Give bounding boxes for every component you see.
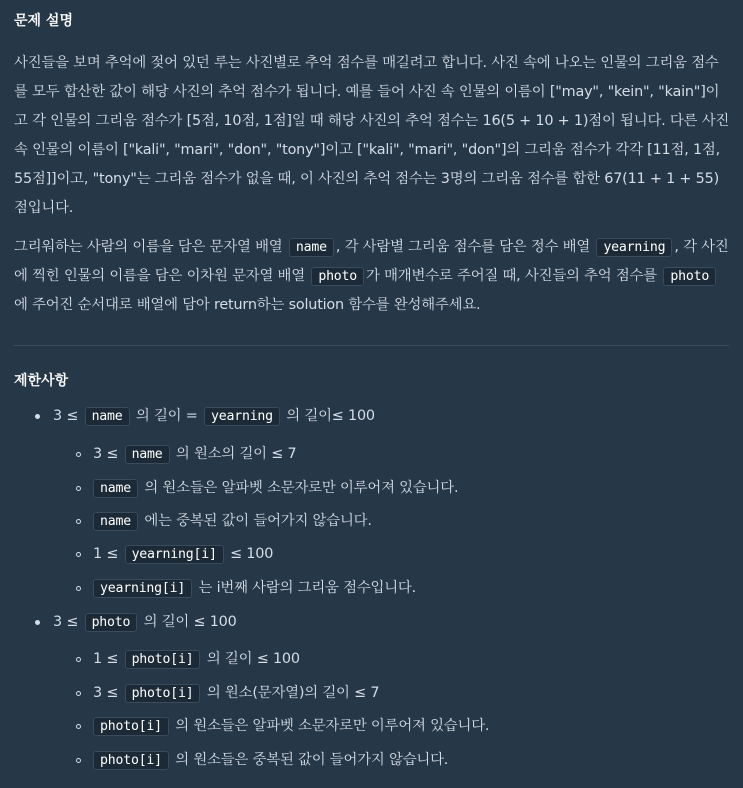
constraint-subitem bbox=[93, 682, 379, 705]
text: 1 ≤ bbox=[93, 651, 123, 667]
text: , 각 사진에 찍힌 인물의 이름을 담은 이차원 문자열 배열 bbox=[14, 239, 729, 284]
text: , 각 사람별 그리움 점수를 담은 정수 배열 bbox=[335, 239, 595, 255]
text: 1 ≤ bbox=[93, 546, 123, 562]
text: 3 ≤ bbox=[53, 614, 83, 630]
circle-bullet-icon bbox=[76, 552, 81, 557]
text: 그리워하는 사람의 이름을 담은 문자열 배열 bbox=[14, 239, 287, 255]
code-photo: photo bbox=[663, 267, 716, 286]
constraint-subitem bbox=[93, 648, 300, 671]
text: 의 원소(문자열)의 길이 ≤ 7 bbox=[202, 685, 380, 701]
text: 3 ≤ bbox=[93, 446, 123, 462]
problem-paragraph-2 bbox=[14, 233, 730, 320]
text: 의 길이≤ 100 bbox=[281, 408, 375, 424]
text: 에는 중복된 값이 들어가지 않습니다. bbox=[139, 513, 372, 529]
circle-bullet-icon bbox=[76, 724, 81, 729]
circle-bullet-icon bbox=[76, 486, 81, 491]
text: 3 ≤ bbox=[93, 685, 123, 701]
constraint-subitem bbox=[93, 477, 458, 500]
code-yearning: yearning bbox=[596, 238, 672, 257]
constraint-subitem bbox=[93, 715, 489, 738]
code-name: name bbox=[93, 479, 138, 498]
constraint-item bbox=[53, 611, 237, 634]
code-photo: photo bbox=[85, 613, 138, 632]
constraint-subitem bbox=[93, 749, 448, 772]
code-photo-i: photo[i] bbox=[125, 650, 201, 669]
text: 의 원소들은 중복된 값이 들어가지 않습니다. bbox=[170, 752, 449, 768]
code-photo-i: photo[i] bbox=[93, 717, 169, 736]
constraint-subitem bbox=[93, 443, 296, 466]
problem-title: 문제 설명 bbox=[14, 13, 73, 29]
circle-bullet-icon bbox=[76, 691, 81, 696]
constraints-title: 제한사항 bbox=[14, 373, 69, 389]
text: 가 매개변수로 주어질 때, 사진들의 추억 점수를 bbox=[366, 268, 662, 284]
text: 의 길이 = bbox=[131, 408, 202, 424]
text: 의 길이 ≤ 100 bbox=[202, 651, 300, 667]
constraint-subitem bbox=[93, 510, 372, 533]
code-photo-i: photo[i] bbox=[93, 751, 169, 770]
problem-paragraph-1: 사진들을 보며 추억에 젖어 있던 루는 사진별로 추억 점수를 매길려고 합니다. 사진 속에 나오는 인물의 그리움 점수를 모두 합산한 값이 해당 사진의 추억 점수가 됩니다. 예를 들어 사진 속 인물의 이름이 ["may", "kein", "kain"]이고 각 인물의 그리움 점수가 [5점, 10점, 1점]일 때 해당 사진의 추억 점수는 16(5 + 10 + 1)점이 됩니다. 다른 사진 속 인물의 이름이 ["kali", "mari", "don", "tony"]이고 ["kali", "mari", "don"]의 그리움 점수가 각각 [11점, 1점, 55점]]이고, "tony"는 그리움 점수가 없을 때, 이 사진의 추억 점수는 3명의 그리움 점수를 합한 67(11 + 1 + 55)점입니다. bbox=[14, 55, 730, 216]
circle-bullet-icon bbox=[76, 758, 81, 763]
text: 의 원소들은 알파벳 소문자로만 이루어져 있습니다. bbox=[170, 718, 490, 734]
bullet-icon bbox=[35, 414, 40, 419]
circle-bullet-icon bbox=[76, 452, 81, 457]
text: 에 주어진 순서대로 배열에 담아 return하는 solution 함수를 완성해주세요. bbox=[14, 297, 481, 313]
code-name: name bbox=[85, 407, 130, 426]
code-photo-i: photo[i] bbox=[125, 684, 201, 703]
section-divider bbox=[14, 345, 729, 346]
text: 의 원소들은 알파벳 소문자로만 이루어져 있습니다. bbox=[139, 480, 459, 496]
text: 3 ≤ bbox=[53, 408, 83, 424]
code-photo: photo bbox=[311, 267, 364, 286]
text: 는 i번째 사람의 그리움 점수입니다. bbox=[194, 580, 417, 596]
code-yearning-i: yearning[i] bbox=[125, 545, 224, 564]
text: 의 길이 ≤ 100 bbox=[139, 614, 237, 630]
circle-bullet-icon bbox=[76, 657, 81, 662]
code-name: name bbox=[93, 512, 138, 531]
bullet-icon bbox=[35, 620, 40, 625]
code-name: name bbox=[125, 445, 170, 464]
circle-bullet-icon bbox=[76, 586, 81, 591]
text: 의 원소의 길이 ≤ 7 bbox=[171, 446, 297, 462]
constraint-item bbox=[53, 405, 375, 428]
text: ≤ 100 bbox=[225, 546, 274, 562]
code-yearning: yearning bbox=[204, 407, 280, 426]
code-yearning-i: yearning[i] bbox=[93, 579, 192, 598]
circle-bullet-icon bbox=[76, 519, 81, 524]
code-name: name bbox=[289, 238, 334, 257]
constraint-subitem bbox=[93, 577, 416, 600]
constraint-subitem bbox=[93, 543, 273, 566]
